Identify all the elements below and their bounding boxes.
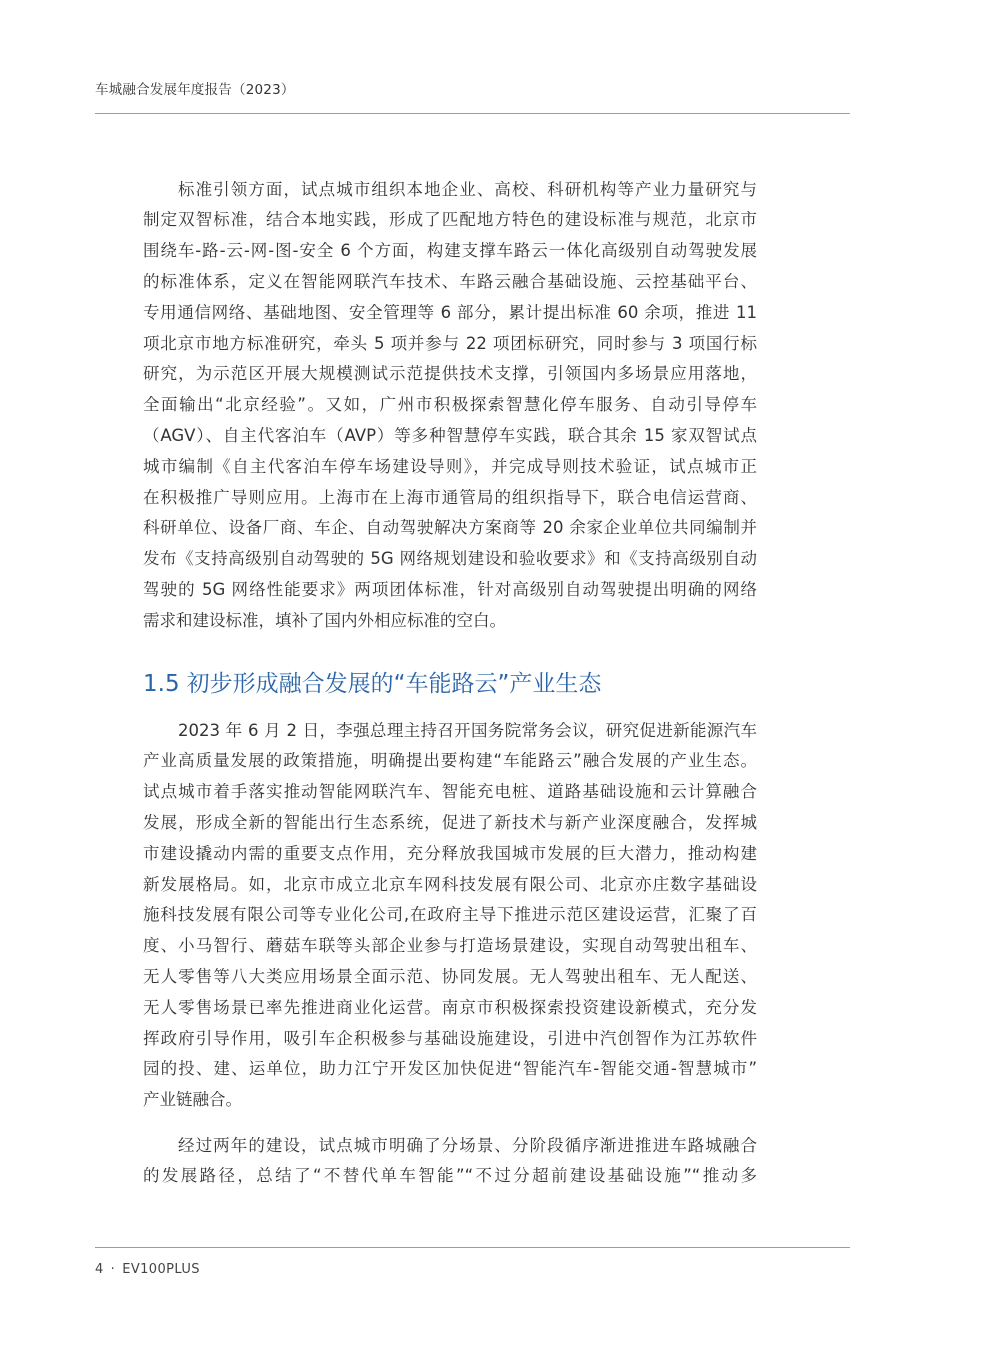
body-text-line: 市建设撬动内需的重要支点作用，充分释放我国城市发展的巨大潜力，推动构建 [143, 843, 757, 863]
body-text-line: 城市编制《自主代客泊车停车场建设导则》，并完成导则技术验证，试点城市正 [143, 456, 757, 476]
header-divider [95, 113, 850, 114]
body-text-line: 在积极推广导则应用。上海市在上海市通管局的组织指导下，联合电信运营商、 [143, 487, 757, 507]
body-text-line: 科研单位、设备厂商、车企、自动驾驶解决方案商等 20 余家企业单位共同编制并 [143, 518, 757, 538]
body-text-line: 项北京市地方标准研究，牵头 5 项并参与 22 项团标研究，同时参与 3 项国行标 [143, 333, 757, 353]
body-paragraph [143, 1131, 757, 1193]
body-text-line: 发布《支持高级别自动驾驶的 5G 网络规划建设和验收要求》和《支持高级别自动 [143, 549, 757, 569]
body-text-line: 2023 年 6 月 2 日，李强总理主持召开国务院常务会议，研究促进新能源汽车 [178, 720, 757, 740]
body-text-line: 发展，形成全新的智能出行生态系统，促进了新技术与新产业深度融合，发挥城 [143, 812, 757, 832]
body-text-line: 围绕车-路-云-网-图-安全 6 个方面，构建支撑车路云一体化高级别自动驾驶发展 [143, 241, 757, 261]
body-text-line: 专用通信网络、基础地图、安全管理等 6 部分，累计提出标准 60 余项，推进 11 [143, 302, 757, 322]
section-title: 初步形成融合发展的“车能路云”产业生态 [186, 671, 602, 697]
footer-separator: · [110, 1262, 116, 1277]
body-text-line: 研究，为示范区开展大规模测试示范提供技术支撑，引领国内多场景应用落地， [143, 364, 757, 384]
section-number: 1.5 [143, 671, 180, 697]
body-text-line: 无人零售场景已率先推进商业化运营。南京市积极探索投资建设新模式，充分发 [143, 997, 757, 1017]
body-text-line: 的标准体系，定义在智能网联汽车技术、车路云融合基础设施、云控基础平台、 [143, 271, 757, 291]
body-text-line: 产业高质量发展的政策措施，明确提出要构建“车能路云”融合发展的产业生态。 [143, 751, 757, 771]
page-footer [95, 1261, 200, 1279]
body-paragraph [143, 175, 757, 637]
section-heading [143, 668, 601, 700]
body-text-line: 度、小马智行、蘑菇车联等头部企业参与打造场景建设，实现自动驾驶出租车、 [143, 936, 757, 956]
footer-divider [95, 1247, 850, 1248]
body-text-line: 产业链融合。 [143, 1090, 242, 1110]
body-text-line: 全面输出“北京经验”。又如，广州市积极探索智慧化停车服务、自动引导停车 [143, 395, 757, 415]
body-text-line: 需求和建设标准，填补了国内外相应标准的空白。 [143, 610, 506, 630]
body-text-line: 园的投、建、运单位，助力江宁开发区加快促进“智能汽车-智能交通-智慧城市” [143, 1059, 757, 1079]
body-text-line: 制定双智标准，结合本地实践，形成了匹配地方特色的建设标准与规范，北京市 [143, 210, 757, 230]
body-text-line: 的发展路径，总结了“不替代单车智能”“不过分超前建设基础设施”“推动多 [143, 1166, 757, 1186]
running-header-title: 车城融合发展年度报告（2023） [95, 82, 295, 98]
body-text-line: 驾驶的 5G 网络性能要求》两项团体标准，针对高级别自动驾驶提出明确的网络 [143, 579, 757, 599]
page-number: 4 [95, 1262, 104, 1277]
body-text-line: 新发展格局。如，北京市成立北京车网科技发展有限公司、北京亦庄数字基础设 [143, 874, 757, 894]
body-text-line: 经过两年的建设，试点城市明确了分场景、分阶段循序渐进推进车路城融合 [178, 1135, 757, 1155]
body-text-line: 试点城市着手落实推动智能网联汽车、智能充电桩、道路基础设施和云计算融合 [143, 782, 757, 802]
body-text-line: 标准引领方面，试点城市组织本地企业、高校、科研机构等产业力量研究与 [178, 179, 757, 199]
body-text-line: 施科技发展有限公司等专业化公司,在政府主导下推进示范区建设运营，汇聚了百 [143, 905, 757, 925]
publication-name: EV100PLUS [122, 1262, 200, 1277]
body-text-line: 无人零售等八大类应用场景全面示范、协同发展。无人驾驶出租车、无人配送、 [143, 966, 757, 986]
body-paragraph [143, 716, 757, 1116]
body-text-line: （AGV）、自主代客泊车（AVP）等多种智慧停车实践，联合其余 15 家双智试点 [143, 425, 757, 445]
body-text-line: 挥政府引导作用，吸引车企积极参与基础设施建设，引进中汽创智作为江苏软件 [143, 1028, 757, 1048]
